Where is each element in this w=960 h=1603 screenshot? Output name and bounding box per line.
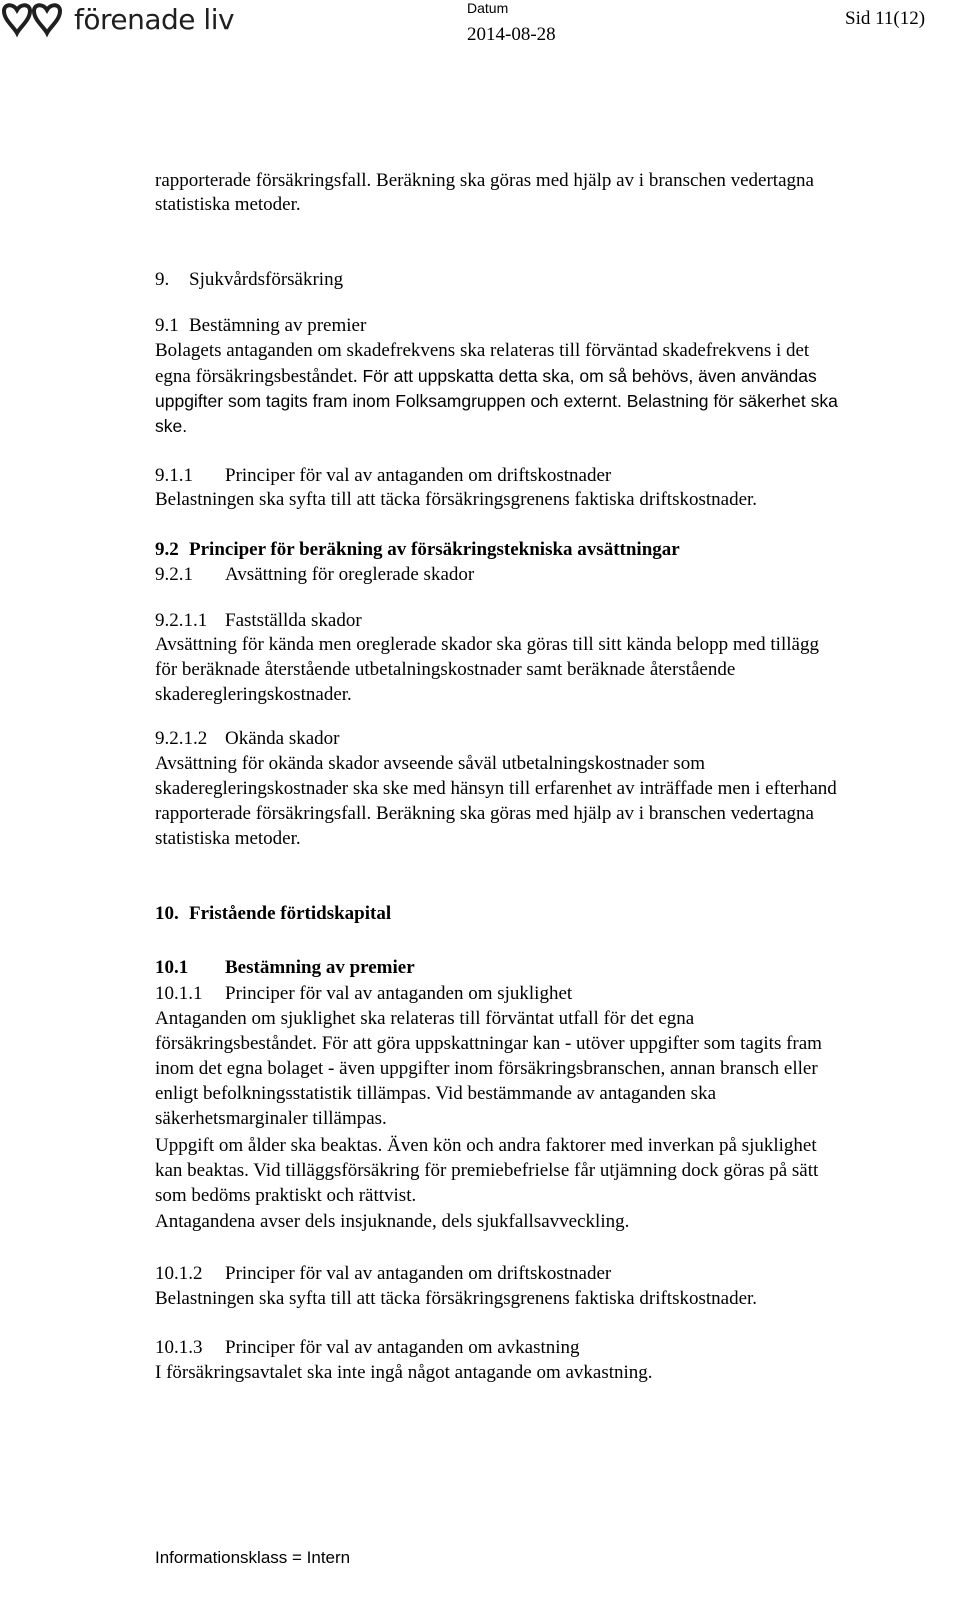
section-heading-9 bbox=[155, 268, 343, 292]
paragraph-line: Antagandena avser dels insjuknande, dels sjukfallsavveckling. bbox=[155, 1211, 630, 1232]
paragraph-line: Avsättning för kända men oreglerade skador ska göras till sitt kända belopp med tillägg bbox=[155, 634, 819, 655]
section-heading-9-2 bbox=[155, 538, 680, 562]
section-number: 9.2.1.2 bbox=[155, 728, 208, 749]
section-heading-9-2-1-2 bbox=[155, 727, 340, 751]
section-title: Bestämning av premier bbox=[189, 315, 367, 336]
paragraph-line: för beräknade återstående utbetalningskostnader samt beräknade återstående bbox=[155, 659, 736, 680]
section-heading-9-2-1-1 bbox=[155, 609, 362, 633]
section-heading-9-1-1 bbox=[155, 464, 611, 488]
company-logo bbox=[0, 0, 234, 40]
section-title: Fristående förtidskapital bbox=[189, 903, 392, 924]
paragraph-line: Antaganden om sjuklighet ska relateras till förväntat utfall för det egna bbox=[155, 1008, 695, 1029]
paragraph-line: skaderegleringskostnader. bbox=[155, 684, 352, 705]
paragraph-text: egna försäkringsbeståndet. bbox=[155, 366, 358, 387]
section-heading-10-1-1 bbox=[155, 982, 572, 1006]
paragraph-line: försäkringsbeståndet. För att göra uppskattningar kan - utöver uppgifter som tagits fram bbox=[155, 1033, 822, 1054]
paragraph-line: Belastningen ska syfta till att täcka försäkringsgrenens faktiska driftskostnader. bbox=[155, 489, 758, 510]
section-title: Avsättning för oreglerade skador bbox=[225, 564, 475, 585]
section-title: Fastställda skador bbox=[225, 610, 362, 631]
paragraph-line: uppgifter som tagits fram inom Folksamgruppen och externt. Belastning för säkerhet ska bbox=[155, 391, 838, 411]
section-number: 9.2.1.1 bbox=[155, 610, 208, 631]
section-number: 10.1.1 bbox=[155, 983, 203, 1004]
paragraph-line: som bedöms praktiskt och rättvist. bbox=[155, 1185, 417, 1206]
section-number: 9.2 bbox=[155, 539, 179, 560]
date-label: Datum bbox=[467, 0, 509, 16]
footer-classification: Informationsklass = Intern bbox=[155, 1548, 351, 1567]
section-heading-10 bbox=[155, 902, 391, 926]
section-heading-10-1 bbox=[155, 956, 415, 980]
page-header bbox=[0, 0, 960, 60]
section-number: 10.1.2 bbox=[155, 1263, 203, 1284]
section-title: Principer för val av antaganden om avkastning bbox=[225, 1337, 580, 1358]
paragraph-line: rapporterade försäkringsfall. Beräkning ska göras med hjälp av i branschen vedertagna bbox=[155, 803, 814, 824]
paragraph-line: ske. bbox=[155, 416, 188, 436]
section-number: 9. bbox=[155, 269, 170, 290]
paragraph-line: Belastningen ska syfta till att täcka försäkringsgrenens faktiska driftskostnader. bbox=[155, 1288, 758, 1309]
section-heading-9-2-1 bbox=[155, 563, 474, 587]
paragraph-line: Uppgift om ålder ska beaktas. Även kön och andra faktorer med inverkan på sjuklighet bbox=[155, 1135, 817, 1156]
paragraph-line: Avsättning för okända skador avseende såväl utbetalningskostnader som bbox=[155, 753, 705, 774]
paragraph-line: enligt befolkningsstatistik tillämpas. Vid bestämmande av antaganden ska bbox=[155, 1083, 717, 1104]
page-number: Sid 11(12) bbox=[845, 8, 926, 29]
paragraph-line: rapporterade försäkringsfall. Beräkning ska göras med hjälp av i branschen vedertagna bbox=[155, 170, 814, 191]
hearts-logo-icon bbox=[0, 2, 70, 38]
section-title: Sjukvårdsförsäkring bbox=[189, 269, 344, 290]
section-number: 9.2.1 bbox=[155, 564, 193, 585]
paragraph-line: inom det egna bolaget - även uppgifter inom försäkringsbranschen, annan bransch eller bbox=[155, 1058, 818, 1079]
section-number: 10.1 bbox=[155, 957, 189, 978]
section-heading-9-1 bbox=[155, 314, 366, 338]
paragraph-line: statistiska metoder. bbox=[155, 828, 301, 849]
paragraph-line: säkerhetsmarginaler tillämpas. bbox=[155, 1108, 387, 1129]
section-number: 9.1.1 bbox=[155, 465, 193, 486]
date-value: 2014-08-28 bbox=[467, 24, 556, 45]
section-number: 10.1.3 bbox=[155, 1337, 203, 1358]
paragraph-line: statistiska metoder. bbox=[155, 194, 301, 215]
section-title: Okända skador bbox=[225, 728, 340, 749]
section-title: Principer för val av antaganden om sjuklighet bbox=[225, 983, 573, 1004]
section-heading-10-1-3 bbox=[155, 1336, 580, 1360]
paragraph-line: I försäkringsavtalet ska inte ingå något antagande om avkastning. bbox=[155, 1362, 653, 1383]
paragraph-text: För att uppskatta detta ska, om så behövs, även användas bbox=[357, 366, 817, 386]
section-title: Bestämning av premier bbox=[225, 957, 415, 978]
logo-wordmark: förenade liv bbox=[74, 2, 235, 36]
paragraph-line bbox=[155, 364, 817, 389]
section-number: 10. bbox=[155, 903, 179, 924]
paragraph-line: kan beaktas. Vid tilläggsförsäkring för premiebefrielse får utjämning dock göras på sätt bbox=[155, 1160, 819, 1181]
section-title: Principer för val av antaganden om driftskostnader bbox=[225, 1263, 612, 1284]
section-title: Principer för val av antaganden om driftskostnader bbox=[225, 465, 612, 486]
paragraph-line: skaderegleringskostnader ska ske med hänsyn till erfarenhet av inträffade men i efterhand bbox=[155, 778, 837, 799]
section-number: 9.1 bbox=[155, 315, 179, 336]
section-heading-10-1-2 bbox=[155, 1262, 611, 1286]
section-title: Principer för beräkning av försäkringstekniska avsättningar bbox=[189, 539, 680, 560]
paragraph-line: Bolagets antaganden om skadefrekvens ska relateras till förväntad skadefrekvens i det bbox=[155, 340, 810, 361]
